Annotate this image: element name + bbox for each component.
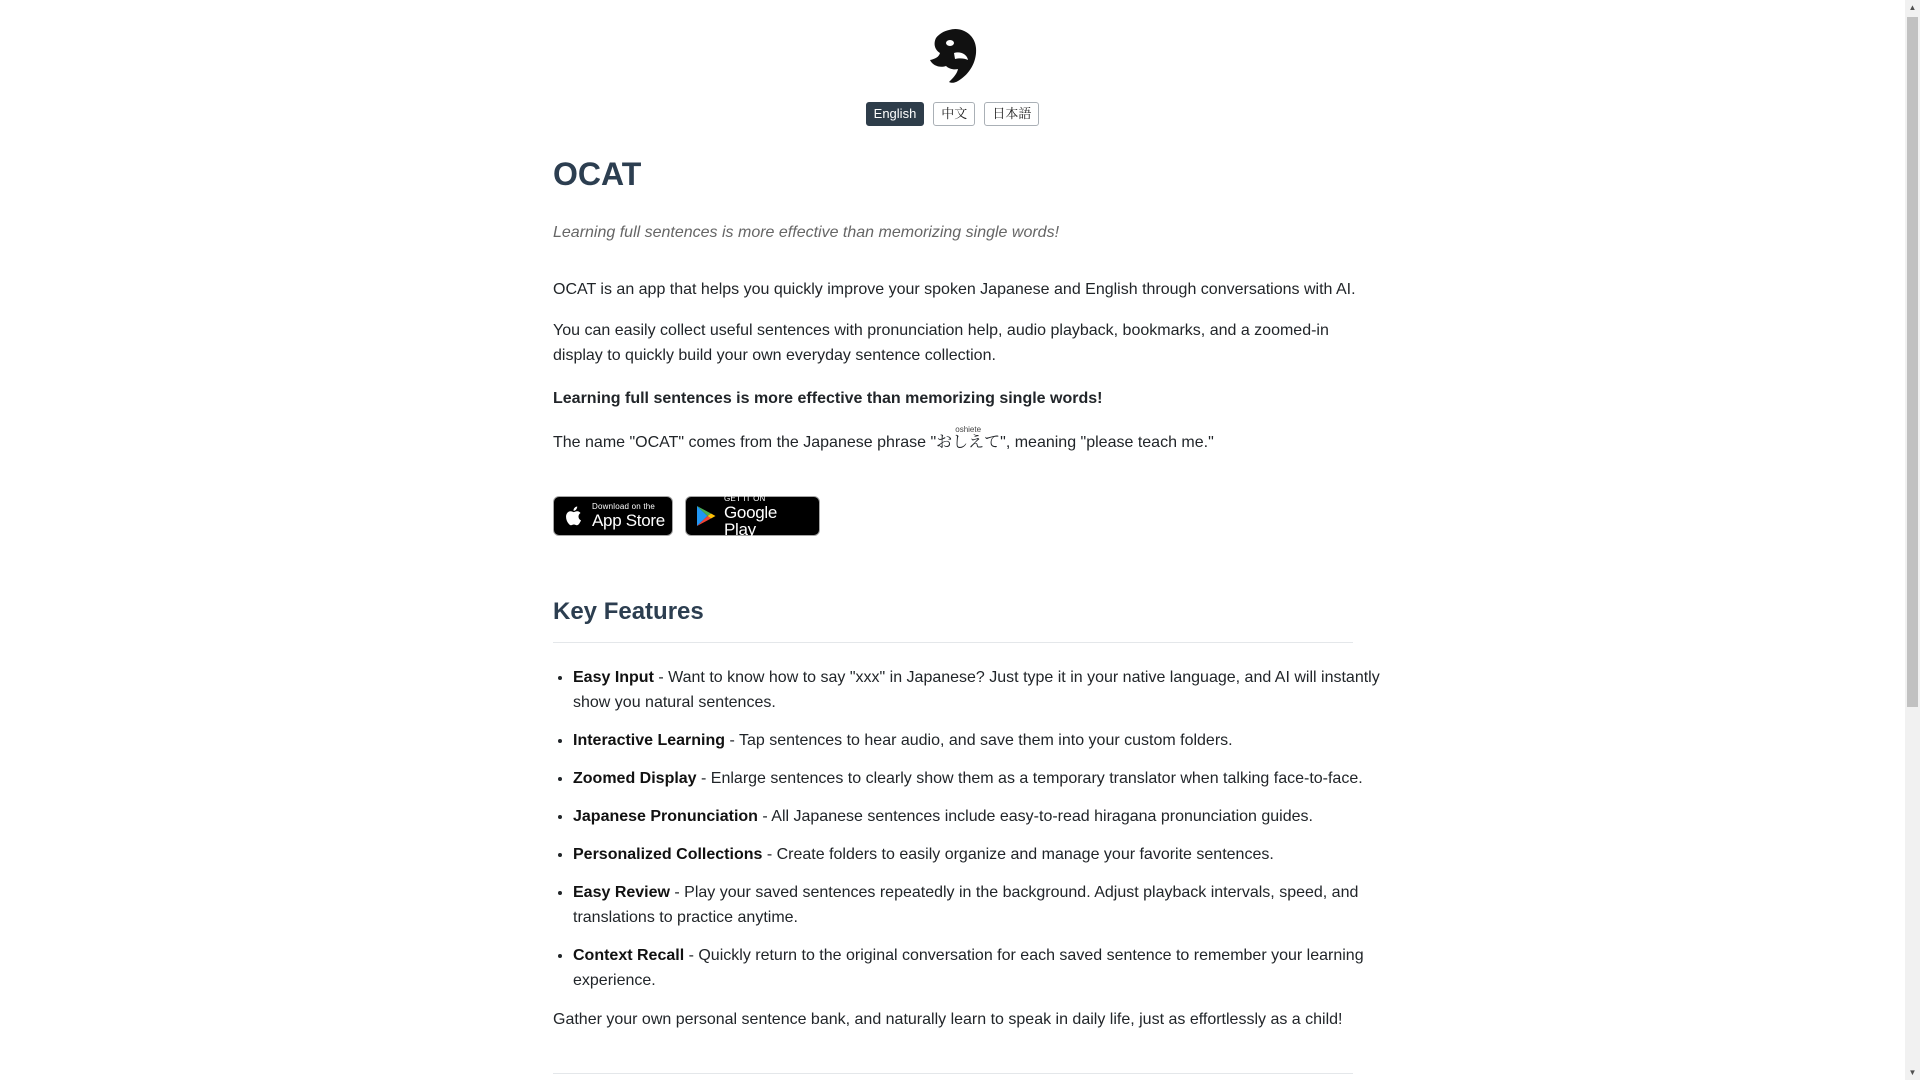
app-store-big-text: App Store <box>592 511 665 530</box>
lang-button-english[interactable]: English <box>866 102 925 126</box>
feature-item <box>573 943 1393 993</box>
closing-paragraph: Gather your own personal sentence bank, and naturally learn to speak in daily life, just as effortlessly as a child! <box>553 1011 1343 1028</box>
feature-desc: - Create folders to easily organize and manage your favorite sentences. <box>762 846 1274 863</box>
feature-desc: - Enlarge sentences to clearly show them as a temporary translator when talking face-to-face. <box>696 770 1363 787</box>
intro-paragraph-1: OCAT is an app that helps you quickly improve your spoken Japanese and English through conversations with AI. <box>553 281 1356 298</box>
oshiete-ruby <box>936 425 1001 451</box>
ocat-orca-logo-icon <box>927 26 979 86</box>
google-play-text <box>724 495 813 538</box>
name-origin-text-before: The name "OCAT" comes from the Japanese phrase " <box>553 434 937 451</box>
lang-button-chinese[interactable]: 中文 <box>933 102 975 126</box>
feature-desc: - Want to know how to say "xxx" in Japanese? Just type it in your native language, and AI will instantly show you natural sentences. <box>573 669 1380 711</box>
feature-item <box>573 804 1393 829</box>
feature-item <box>573 665 1393 715</box>
app-store-button[interactable] <box>553 496 673 536</box>
divider <box>553 642 1353 643</box>
feature-item <box>573 766 1393 791</box>
language-selector <box>0 102 1905 126</box>
app-store-text <box>592 503 665 529</box>
feature-desc: - Tap sentences to hear audio, and save them into your custom folders. <box>725 732 1233 749</box>
google-play-big-text: Google Play <box>724 502 778 539</box>
store-badges <box>553 493 820 539</box>
app-store-small-text: Download on the <box>592 502 656 511</box>
features-list <box>553 665 1393 1006</box>
google-play-icon <box>694 504 718 528</box>
feature-title: Interactive Learning <box>573 732 726 749</box>
feature-desc: - All Japanese sentences include easy-to-read hiragana pronunciation guides. <box>757 808 1313 825</box>
feature-title: Easy Input <box>573 669 654 686</box>
feature-item <box>573 842 1393 867</box>
apple-icon <box>562 504 586 528</box>
divider <box>553 1073 1353 1074</box>
intro-emphasis: Learning full sentences is more effective than memorizing single words! <box>553 390 1103 407</box>
feature-title: Personalized Collections <box>573 846 763 863</box>
oshiete-reading: oshiete <box>936 425 1001 434</box>
feature-title: Easy Review <box>573 884 670 901</box>
name-origin-paragraph <box>553 425 1363 459</box>
feature-item <box>573 880 1393 930</box>
name-origin-text-after: ", meaning "please teach me." <box>1000 434 1214 451</box>
scroll-up-arrow-icon[interactable]: ▲ <box>1908 3 1917 12</box>
page-title: OCAT <box>553 156 642 192</box>
vertical-scrollbar[interactable] <box>1905 0 1920 1080</box>
feature-desc: - Quickly return to the original conversation for each saved sentence to remember your learning experience. <box>573 947 1364 989</box>
tagline: Learning full sentences is more effective than memorizing single words! <box>553 224 1060 241</box>
feature-title: Japanese Pronunciation <box>573 808 758 825</box>
google-play-small-text: GET IT ON <box>724 493 766 503</box>
scrollbar-thumb[interactable] <box>1907 17 1918 707</box>
lang-button-japanese[interactable]: 日本語 <box>984 102 1039 126</box>
feature-item <box>573 728 1393 753</box>
oshiete-kana: おしえて <box>936 434 1001 451</box>
intro-paragraph-2: You can easily collect useful sentences with pronunciation help, audio playback, bookmarks, and a zoomed-in display to quickly build your own everyday sentence collection. <box>553 322 1329 364</box>
features-heading: Key Features <box>553 598 704 625</box>
feature-desc: - Play your saved sentences repeatedly in the background. Adjust playback intervals, speed, and translations to practice anytime. <box>573 884 1359 926</box>
scroll-down-arrow-icon[interactable]: ▼ <box>1908 1068 1917 1077</box>
feature-title: Context Recall <box>573 947 685 964</box>
feature-title: Zoomed Display <box>573 770 697 787</box>
google-play-button[interactable] <box>685 493 820 539</box>
